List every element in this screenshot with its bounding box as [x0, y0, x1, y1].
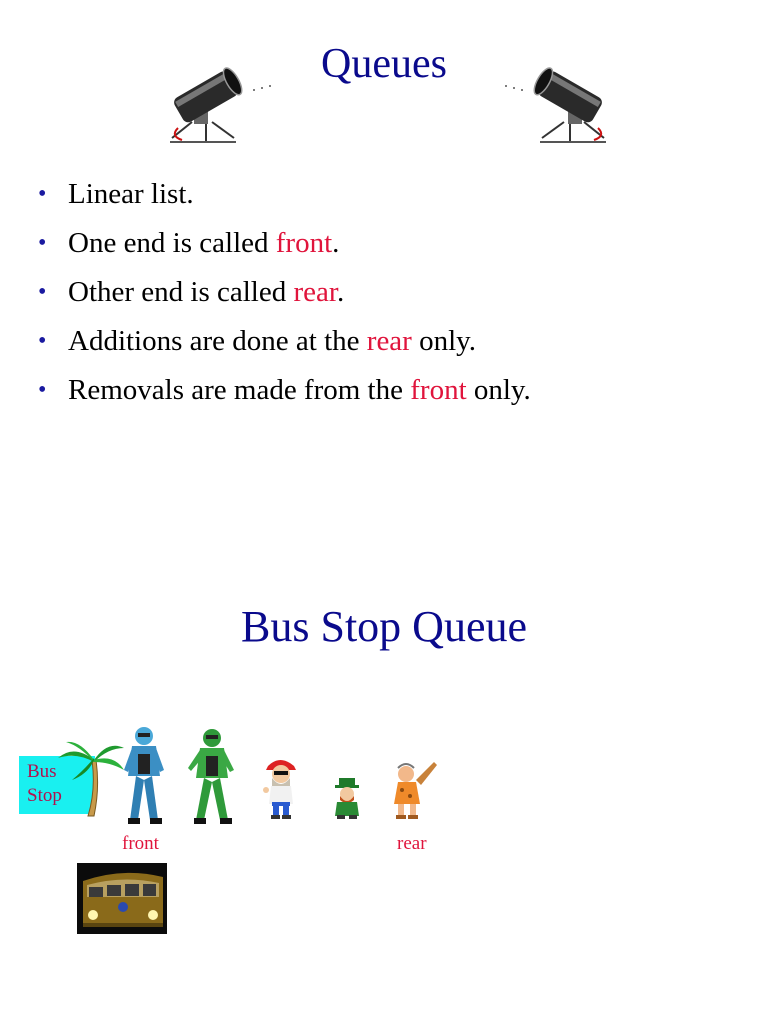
palm-tree-icon [56, 738, 126, 818]
highlight-term: rear [293, 276, 337, 308]
highlight-term: rear [366, 325, 412, 357]
front-label: front [122, 833, 159, 854]
bullet-icon: • [38, 279, 47, 305]
list-item: • Additions are done at the rear only. [38, 319, 531, 368]
bullet-icon: • [38, 328, 47, 354]
bus-stop-sign: Bus Stop [19, 756, 95, 814]
list-item: • One end is called front. [38, 221, 531, 270]
highlight-term: front [410, 374, 467, 406]
list-item: • Removals are made from the front only. [38, 368, 531, 417]
caveman-icon [388, 760, 438, 822]
bullet-icon: • [38, 377, 47, 403]
highlight-term: front [275, 227, 333, 259]
section-title: Bus Stop Queue [241, 602, 527, 651]
list-item: • Linear list. [38, 172, 531, 221]
bullet-list [38, 172, 531, 417]
rear-label: rear [397, 833, 427, 854]
pirate-icon [260, 756, 302, 820]
ninja-green-icon [184, 726, 240, 826]
bus-icon [77, 863, 167, 934]
page-title: Queues [321, 41, 447, 87]
bullet-icon: • [38, 230, 47, 256]
bullet-icon: • [38, 181, 47, 207]
leprechaun-icon [330, 776, 364, 820]
ninja-blue-icon [118, 724, 172, 826]
spotlight-icon [162, 60, 282, 150]
spotlight-icon [494, 60, 614, 150]
list-item: • Other end is called rear. [38, 270, 531, 319]
